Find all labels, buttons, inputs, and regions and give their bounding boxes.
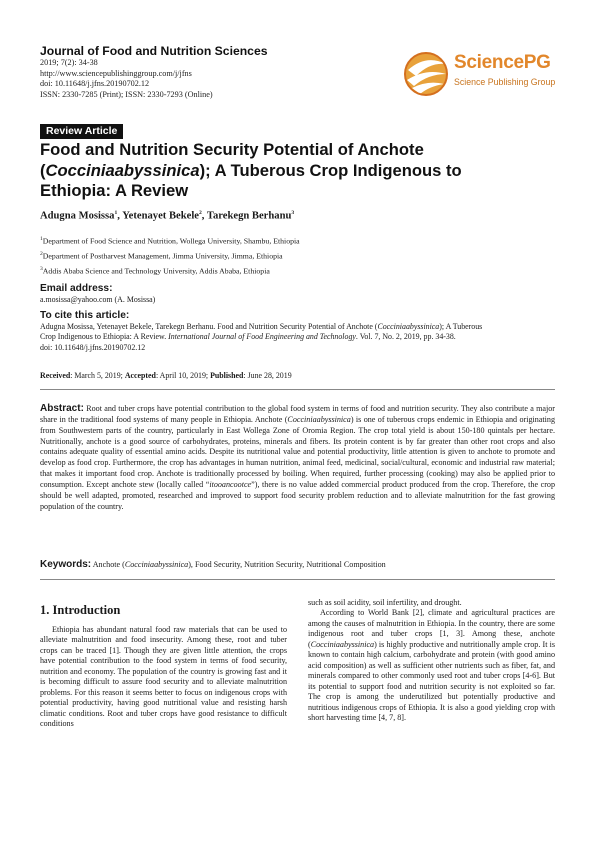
author-list: Adugna Mosissa$^1$, Yetenayet Bekele$^2$, Tarekegn Berhanu$^3$ xyxy=(40,210,295,222)
right-column xyxy=(308,598,555,723)
title-line-3: Ethiopia: A Review xyxy=(40,181,189,200)
divider xyxy=(40,389,555,390)
article-type-badge: Review Article xyxy=(40,124,123,139)
abstract-label: Abstract: xyxy=(40,403,84,414)
journal-title: Journal of Food and Nutrition Sciences xyxy=(40,44,268,58)
citation-doi: doi: 10.11648/j.jfns.20190702.12 xyxy=(40,342,146,352)
logo-subtitle: Science Publishing Group xyxy=(454,77,556,87)
title-species: Cocciniaabyssinica xyxy=(45,160,200,180)
keywords-label: Keywords: xyxy=(40,559,92,570)
affiliation: $^1$Department of Food Science and Nutrition, Wollega University, Shambu, Ethiopia xyxy=(40,236,300,246)
journal-url[interactable]: http://www.sciencepublishinggroup.com/j/jfns xyxy=(40,68,192,78)
paragraph: According to World Bank [2], climate and agricultural practices are among the causes of malnutrition in Ethiopia. In the country, there are some indigenous root and tuber crops [1, 3]. Among these, anchote (Cocciniaabyssinica) is highly productive and nutritionally ample crop. It is known to contain high calcium, carbohydrate and protein (with good amino acid composition) as well as sufficient other nutrients such as fiber, fat, and minerals compared to other commonly used root and tuber crops [4-6]. But its potential to support food and nutrition security is not exploited so far. The crop is among the underutilized but potentially productive and nutritious indigenous crops of Ethiopia. It is also a good yielding crop with short harvesting time [4, 7, 8]. xyxy=(308,608,555,722)
paragraph: Ethiopia has abundant natural food raw materials that can be used to alleviate malnutrition and food insecurity. Among these, root and tuber crops can be traced [1]. Though they are given little attention, the crops have potential contribution to the food system in terms of food security, nutrition and economy. The population of the country is growing fast and it is becoming difficult to assure food security and to alleviate malnutrition problems. For this reason it seems better to focus on indigenous crops with potential productivity, having good nutritional value and resisting harsh climatic conditions. Root and tuber crops have good resistance to difficult conditions xyxy=(40,625,287,729)
keywords: Keywords: Anchote (Cocciniaabyssinica), Food Security, Nutrition Security, Nutritional Composition xyxy=(40,559,386,570)
left-column xyxy=(40,625,287,730)
journal-meta xyxy=(40,58,213,100)
author-name: Yetenayet Bekele xyxy=(122,210,199,222)
logo-name: SciencePG xyxy=(454,52,551,73)
journal-issn: ISSN: 2330-7285 (Print); ISSN: 2330-7293 (Online) xyxy=(40,89,213,99)
author-name: Tarekegn Berhanu xyxy=(206,210,292,222)
cite-label: To cite this article: xyxy=(40,310,130,321)
journal-doi: doi: 10.11648/j.jfns.20190702.12 xyxy=(40,79,150,89)
abstract: Abstract: Root and tuber crops have potential contribution to the global food system in terms of food and nutrition security. They also contribute a major share in the traditional food systems of many people in Ethiopia. Anchote (Cocciniaabyssinica) is one of tuberous crops endemic in Ethiopia and originating from Southwestern parts of the country, particularly in East Wollega Zone of Oromia Region. The crop total yield is about 150-180 quintals per hectare. Nutritionally, anchote is a good source of carbohydrates, proteins, minerals and fibers. Its protein content is by far greater than other root crops and also contains adequate quality of essential amino acids. Despite its nutritional value and potential productivity, little attention is given to anchote to promote and develop as food crop. Furthermore, the crop has advantages in human nutrition, animal feed, medicinal, social/cultural, economic and industrial raw material; that makes it important food crop. Anchote is traditionally processed by boiling. When required, further processing (cooking) may also be applied prior to consumption. Except anchote stew (locally called “itooancootce”), there is no value added commercial product produced from the crop. Therefore, the crop should be well adapted, promoted, researched and improved to support food security problem reduction and to alleviate malnutrition for the fast growing population of the country. xyxy=(40,403,556,511)
section-heading: 1. Introduction xyxy=(40,603,121,617)
email-label: Email address: xyxy=(40,283,113,294)
title-line-1: Food and Nutrition Security Potential of Anchote xyxy=(40,140,424,159)
article-dates: Received: March 5, 2019; Accepted: April 10, 2019; Published: June 28, 2019 xyxy=(40,371,292,380)
email-address[interactable]: a.mosissa@yahoo.com (A. Mosissa) xyxy=(40,295,156,304)
citation-text: Adugna Mosissa, Yetenayet Bekele, Tarekegn Berhanu. Food and Nutrition Security Potential of Anchote (Cocciniaabyssinica); A Tuberous Crop Indigenous to Ethiopia: A Review. International Journal of Food Engineering and Technology. Vol. 7, No. 2, 2019, pp. 34-38. doi: 10.11648/j.jfns.20190702.12 xyxy=(40,322,555,353)
sciencepg-logo xyxy=(402,50,582,98)
article-title xyxy=(40,140,550,202)
affiliation: $^2$Department of Postharvest Management, Jimma University, Jimma, Ethiopia xyxy=(40,251,283,261)
sciencepg-logo-icon xyxy=(402,50,452,98)
paragraph: such as soil acidity, soil infertility, and drought. xyxy=(308,598,462,607)
author-name: Adugna Mosissa xyxy=(40,210,115,222)
affiliation: $^3$Addis Ababa Science and Technology University, Addis Ababa, Ethiopia xyxy=(40,266,270,276)
title-line-2: (Cocciniaabyssinica); A Tuberous Crop Indigenous to xyxy=(40,160,462,180)
divider xyxy=(40,579,555,580)
volume-pages: 2019; 7(2): 34-38 xyxy=(40,58,98,67)
